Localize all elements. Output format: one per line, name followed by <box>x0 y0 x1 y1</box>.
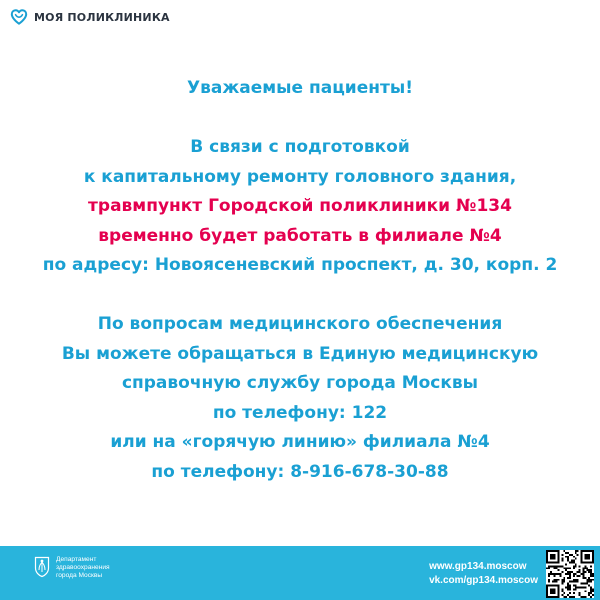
qr-module <box>590 573 592 575</box>
notice-heading: Уважаемые пациенты! <box>187 78 413 98</box>
qr-module <box>565 556 567 558</box>
qr-module <box>567 585 569 587</box>
qr-module <box>582 586 584 588</box>
qr-module <box>575 558 577 560</box>
notice-address: по адресу: Новоясеневский проспект, д. 30, корп. 2 <box>42 255 558 275</box>
qr-module <box>550 554 556 560</box>
qr-module <box>571 571 573 573</box>
qr-module <box>582 569 584 571</box>
qr-module <box>563 592 565 594</box>
qr-module <box>590 590 592 592</box>
qr-module <box>581 596 583 598</box>
qr-module <box>588 581 590 583</box>
qr-module <box>569 575 571 577</box>
qr-module <box>563 581 565 583</box>
qr-module <box>569 577 571 579</box>
notice-line-highlight: травмпункт Городской поликлиники №134 <box>88 196 512 216</box>
qr-module <box>554 575 556 577</box>
qr-module <box>558 579 560 581</box>
qr-module <box>571 554 573 556</box>
qr-module <box>575 579 577 581</box>
qr-module <box>590 581 592 583</box>
qr-module <box>590 565 592 567</box>
qr-module <box>579 571 581 573</box>
qr-module <box>584 583 586 585</box>
qr-module <box>569 588 571 590</box>
qr-module <box>567 577 569 579</box>
notice-text <box>0 74 600 487</box>
qr-module <box>567 556 569 558</box>
qr-module <box>586 579 588 581</box>
website-link[interactable]: www.gp134.moscow <box>429 561 527 572</box>
qr-module <box>546 567 548 569</box>
brand-logo <box>10 8 170 26</box>
department-logo <box>34 556 110 580</box>
qr-code-graphic <box>546 550 594 598</box>
qr-module <box>584 571 586 573</box>
qr-module <box>561 583 563 585</box>
qr-module <box>569 562 571 564</box>
qr-module <box>556 565 558 567</box>
qr-module <box>590 579 592 581</box>
brand-name: МОЯ ПОЛИКЛИНИКА <box>34 10 170 24</box>
qr-module <box>565 586 567 588</box>
qr-module <box>550 565 552 567</box>
qr-module <box>561 590 563 592</box>
qr-module <box>575 588 577 590</box>
qr-module <box>588 592 590 594</box>
qr-module <box>584 577 586 579</box>
qr-module <box>590 592 592 594</box>
notice-line-highlight: временно будет работать в филиале №4 <box>98 225 502 246</box>
qr-module <box>579 575 581 577</box>
qr-code-icon <box>546 550 594 598</box>
qr-module <box>590 571 592 573</box>
qr-module <box>559 565 561 567</box>
qr-module <box>548 567 550 569</box>
qr-module <box>586 569 588 571</box>
qr-module <box>579 565 581 567</box>
qr-module <box>558 569 560 571</box>
qr-module <box>581 583 583 585</box>
qr-module <box>577 575 579 577</box>
qr-module <box>567 586 569 588</box>
qr-module <box>575 552 577 554</box>
department-name-line: города Москвы <box>56 572 103 579</box>
qr-module <box>590 569 592 571</box>
qr-module <box>573 592 575 594</box>
qr-module <box>556 573 558 575</box>
qr-module <box>565 563 567 565</box>
qr-module <box>556 581 558 583</box>
qr-module <box>573 575 575 577</box>
qr-module <box>573 585 575 587</box>
paragraph-gap <box>0 104 600 134</box>
qr-module <box>567 567 569 569</box>
qr-module <box>571 562 573 564</box>
qr-module <box>575 565 577 567</box>
qr-module <box>556 579 558 581</box>
qr-module <box>554 567 556 569</box>
qr-module <box>577 554 579 556</box>
qr-module <box>577 581 579 583</box>
qr-module <box>561 565 563 567</box>
qr-module <box>584 554 590 560</box>
qr-module <box>561 588 563 590</box>
qr-module <box>567 560 569 562</box>
qr-module <box>590 586 592 588</box>
qr-module <box>548 565 550 567</box>
qr-module <box>558 573 560 575</box>
qr-module <box>582 575 584 577</box>
qr-module <box>579 592 581 594</box>
qr-module <box>577 579 579 581</box>
qr-module <box>558 565 560 567</box>
qr-module <box>561 571 563 573</box>
qr-module <box>582 571 584 573</box>
qr-module <box>559 573 561 575</box>
qr-module <box>563 577 565 579</box>
qr-module <box>579 594 581 596</box>
qr-module <box>554 573 556 575</box>
qr-module <box>552 573 554 575</box>
qr-module <box>573 556 575 558</box>
qr-module <box>590 588 592 590</box>
qr-module <box>548 579 550 581</box>
qr-module <box>548 581 550 583</box>
qr-module <box>563 550 565 552</box>
qr-module <box>571 596 573 598</box>
qr-module <box>563 579 565 581</box>
qr-module <box>552 581 554 583</box>
qr-module <box>586 567 588 569</box>
qr-module <box>565 569 567 571</box>
qr-module <box>588 579 590 581</box>
qr-module <box>569 581 571 583</box>
qr-module <box>584 567 586 569</box>
qr-module <box>588 569 590 571</box>
qr-module <box>581 573 583 575</box>
qr-module <box>582 577 584 579</box>
qr-module <box>565 552 567 554</box>
qr-module <box>569 573 571 575</box>
qr-module <box>569 567 571 569</box>
qr-module <box>569 586 571 588</box>
qr-module <box>567 583 569 585</box>
qr-module <box>586 581 588 583</box>
qr-module <box>565 573 567 575</box>
qr-module <box>569 571 571 573</box>
qr-module <box>565 567 567 569</box>
department-name-line: Департамент <box>56 556 97 563</box>
qr-module <box>573 579 575 581</box>
qr-module <box>584 565 586 567</box>
notice-phone-line: по телефону: 8-916-678-30-88 <box>151 461 449 482</box>
qr-module <box>567 558 569 560</box>
qr-module <box>592 590 594 592</box>
qr-module <box>569 554 571 556</box>
qr-module <box>573 596 575 598</box>
qr-module <box>592 588 594 590</box>
qr-module <box>554 565 556 567</box>
qr-module <box>567 571 569 573</box>
qr-module <box>584 590 586 592</box>
qr-module <box>567 573 569 575</box>
qr-module <box>569 596 571 598</box>
notice-line: В связи с подготовкой <box>190 137 410 157</box>
qr-module <box>579 569 581 571</box>
qr-module <box>582 573 584 575</box>
qr-module <box>582 596 584 598</box>
qr-module <box>559 575 561 577</box>
qr-module <box>561 558 563 560</box>
department-name-line: здравоохранения <box>56 564 110 571</box>
qr-module <box>577 571 579 573</box>
qr-module <box>588 571 590 573</box>
qr-module <box>573 562 575 564</box>
qr-module <box>571 560 573 562</box>
qr-module <box>581 586 583 588</box>
qr-module <box>575 563 577 565</box>
department-name <box>56 556 110 580</box>
qr-module <box>561 560 563 562</box>
qr-module <box>579 586 581 588</box>
qr-module <box>563 567 565 569</box>
qr-module <box>582 583 584 585</box>
qr-module <box>586 583 588 585</box>
qr-module <box>550 573 552 575</box>
qr-module <box>563 596 565 598</box>
qr-module <box>548 575 550 577</box>
qr-module <box>573 588 575 590</box>
qr-module <box>582 567 584 569</box>
notice-line: или на «горячую линию» филиала №4 <box>110 432 490 452</box>
qr-module <box>584 596 586 598</box>
qr-module <box>577 550 579 552</box>
qr-module <box>554 579 556 581</box>
qr-module <box>575 550 577 552</box>
qr-module <box>567 588 569 590</box>
qr-module <box>567 552 569 554</box>
qr-module <box>575 585 577 587</box>
qr-module <box>592 575 594 577</box>
qr-module <box>569 585 571 587</box>
qr-module <box>592 573 594 575</box>
notice-line: справочную службу города Москвы <box>121 373 479 393</box>
qr-module <box>573 573 575 575</box>
qr-module <box>575 581 577 583</box>
qr-module <box>573 567 575 569</box>
moscow-department-emblem-icon <box>34 556 50 578</box>
footer <box>0 546 600 600</box>
vk-link[interactable]: vk.com/gp134.moscow <box>429 575 538 586</box>
notice-line: По вопросам медицинского обеспечения <box>97 314 503 334</box>
notice-line: Вы можете обращаться в Единую медицинскую <box>61 343 539 364</box>
qr-module <box>550 571 552 573</box>
qr-module <box>573 565 575 567</box>
qr-module <box>548 573 550 575</box>
qr-module <box>569 592 571 594</box>
notice-phone-line: по телефону: 122 <box>212 402 388 423</box>
qr-module <box>590 596 592 598</box>
qr-module <box>584 586 586 588</box>
qr-module <box>592 579 594 581</box>
qr-module <box>567 594 569 596</box>
qr-module <box>575 573 577 575</box>
qr-module <box>575 586 577 588</box>
qr-module <box>571 581 573 583</box>
qr-module <box>592 594 594 596</box>
qr-module <box>561 554 563 556</box>
notice-line: к капитальному ремонту головного здания, <box>83 166 517 187</box>
heart-outline-icon <box>10 8 28 26</box>
qr-module <box>573 581 575 583</box>
qr-module <box>565 596 567 598</box>
qr-module <box>588 594 590 596</box>
qr-module <box>588 577 590 579</box>
paragraph-gap <box>0 281 600 311</box>
qr-module <box>550 588 556 594</box>
qr-module <box>588 585 590 587</box>
qr-module <box>552 565 554 567</box>
qr-module <box>577 586 579 588</box>
qr-module <box>561 579 563 581</box>
qr-module <box>561 581 563 583</box>
qr-module <box>554 581 556 583</box>
qr-module <box>573 560 575 562</box>
footer-links <box>429 560 538 588</box>
qr-module <box>561 594 563 596</box>
qr-module <box>556 567 558 569</box>
qr-module <box>590 575 592 577</box>
